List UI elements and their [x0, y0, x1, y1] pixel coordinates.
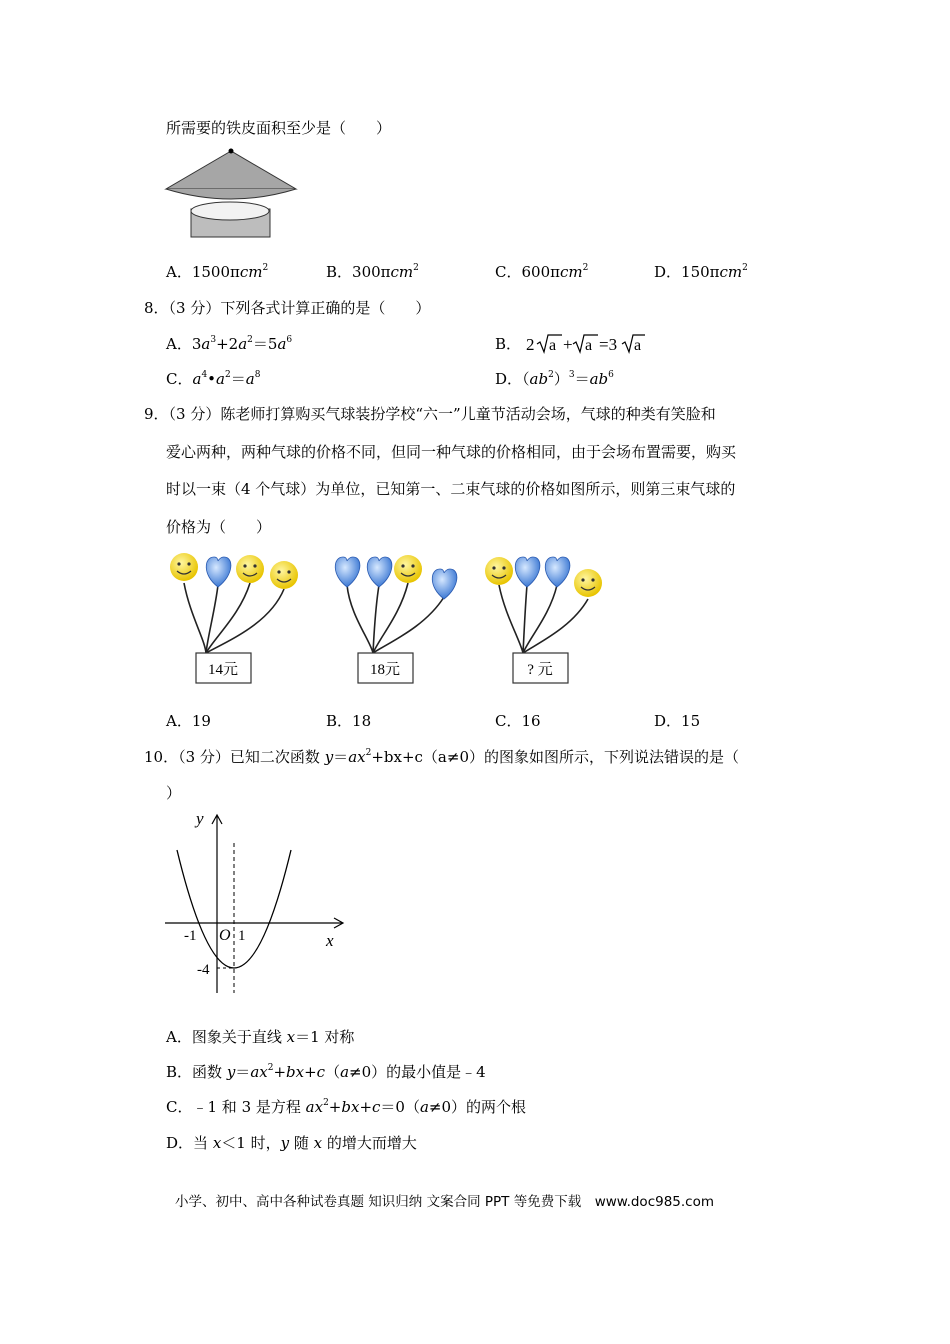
svg-text:+: +: [563, 335, 573, 354]
q10-option-c: C．﹣1 和 3 是方程 $ax^2+bx+c=0(a\ne 0)$的两个根: [166, 1098, 527, 1116]
q7-option-c: C．600πcm$^2$: [495, 263, 589, 281]
q9-stem-line-3: 时以一束（4 个气球）为单位，已知第一、二束气球的价格如图所示，则第三束气球的: [166, 480, 736, 498]
svg-text:1: 1: [238, 928, 246, 944]
heart-balloon: [335, 557, 360, 587]
smiley-balloon: [394, 555, 422, 583]
q9-stem-line-2: 爱心两种，两种气球的价格不同，但同一种气球的价格相同，由于会场布置需要，购买: [166, 443, 737, 461]
q9-bundle-2-price: 18元: [369, 662, 401, 678]
heart-balloon: [206, 557, 231, 587]
q7-option-a: A．1500πcm$^2$: [166, 263, 269, 281]
q8-option-d: D．$(ab^2)^3=ab^6$: [495, 370, 614, 388]
q10-option-b: B．函数 $y=ax^2+bx+c(a\ne 0)$的最小值是﹣4: [166, 1063, 486, 1081]
q9-stem-line-1: 9．（3 分）陈老师打算购买气球装扮学校“六一”儿童节活动会场，气球的种类有笑脸和: [144, 405, 716, 423]
q9-option-b: B．18: [326, 712, 372, 730]
svg-text:-4: -4: [197, 962, 210, 978]
svg-text:a: a: [585, 337, 593, 354]
q10-parabola-graph: [160, 808, 355, 998]
q8-option-b: B．: [495, 335, 522, 353]
smiley-balloon: [270, 561, 298, 589]
q9-bundle-2: [335, 555, 457, 683]
q10-stem-line-2: ）: [166, 784, 182, 802]
heart-balloon: [545, 557, 570, 587]
q9-balloon-figure: [160, 545, 620, 690]
q9-bundle-1: [170, 553, 298, 683]
q10-stem: 10．（3 分）已知二次函数 $y=ax^2+bx+c(a\ne 0)$的图象如图所示，下列说法错误的是（: [144, 748, 739, 766]
q7-hat-figure: [160, 145, 302, 241]
q10-option-d: D．当 x＜1 时，y 随 x 的增大而增大: [166, 1134, 417, 1152]
heart-balloon: [515, 557, 540, 587]
page-footer: 小学、初中、高中各种试卷真题 知识归纳 文案合同 PPT 等免费下载 www.doc985.com: [175, 1194, 715, 1210]
q7-option-d: D．150πcm$^2$: [654, 263, 748, 281]
q10-option-a: A．图象关于直线 x＝1 对称: [166, 1028, 355, 1046]
svg-text:y: y: [196, 809, 204, 828]
q8-option-b-expression: [524, 331, 646, 357]
q9-stem-line-4: 价格为（ ）: [166, 518, 272, 536]
svg-text:x: x: [326, 931, 334, 950]
q7-stem-tail: 所需要的铁皮面积至少是（ ）: [166, 119, 392, 137]
q8-option-c: C．$a^4•a^2=a^8$: [166, 370, 261, 388]
q9-option-d: D．15: [654, 712, 701, 730]
q7-option-b: B．300πcm$^2$: [326, 263, 419, 281]
svg-text:O: O: [219, 927, 231, 944]
svg-text:=3: =3: [599, 335, 618, 354]
heart-balloon: [367, 557, 392, 587]
smiley-balloon: [574, 569, 602, 597]
q9-option-c: C．16: [495, 712, 541, 730]
smiley-balloon: [170, 553, 198, 581]
q9-bundle-1-price: 14元: [207, 662, 239, 678]
q8-option-a: A．$3a^3+2a^2=5a^6$: [166, 335, 293, 353]
svg-text:2: 2: [526, 335, 535, 354]
heart-balloon: [432, 569, 457, 599]
svg-text:a: a: [634, 337, 642, 354]
q8-stem: 8．（3 分）下列各式计算正确的是（ ）: [144, 299, 431, 317]
q9-bundle-3-price: ? 元: [527, 662, 553, 678]
svg-text:a: a: [549, 337, 557, 354]
q9-bundle-3: [485, 557, 602, 683]
smiley-balloon: [236, 555, 264, 583]
smiley-balloon: [485, 557, 513, 585]
q9-option-a: A．19: [166, 712, 211, 730]
svg-text:-1: -1: [184, 928, 197, 944]
